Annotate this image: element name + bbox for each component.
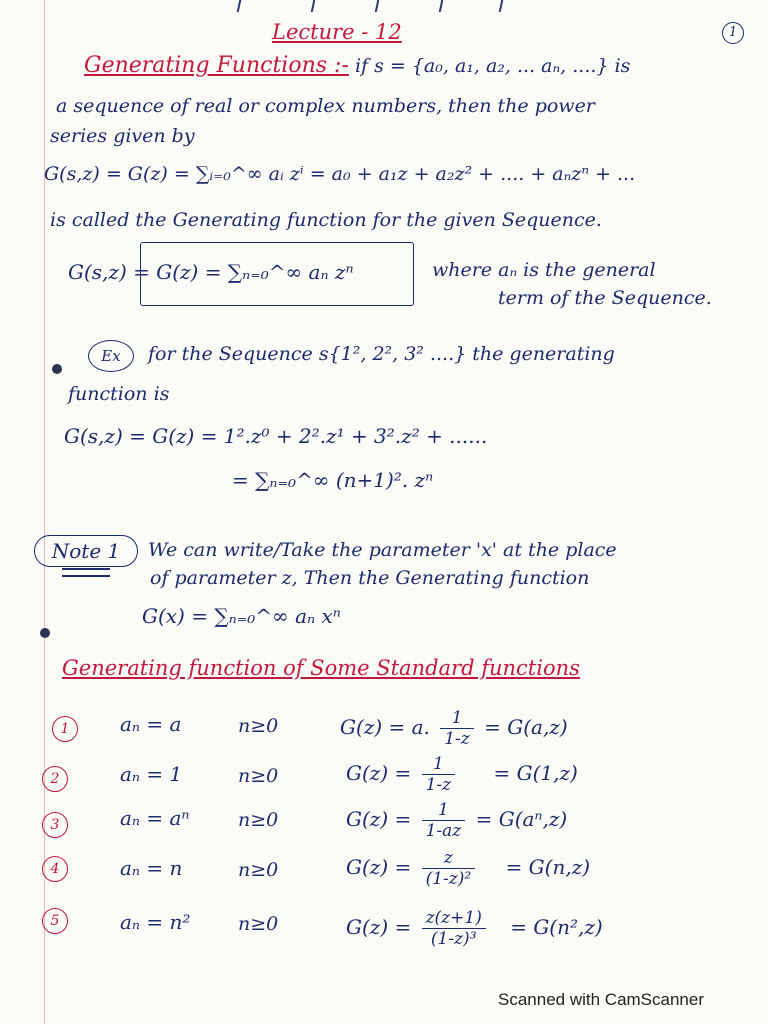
item-2-sequence: aₙ = 1 [120, 762, 183, 786]
binding-mark [311, 0, 316, 12]
general-term-line-2: term of the Sequence. [498, 287, 712, 309]
item-3-sequence: aₙ = aⁿ [120, 806, 190, 830]
intro-line-1 [84, 54, 630, 78]
item-5-fraction [422, 908, 486, 949]
item-5-generating [346, 908, 603, 949]
formula-box [140, 242, 414, 306]
item-4-condition: n≥0 [238, 859, 279, 881]
general-term-line-1: where aₙ is the general [432, 259, 656, 281]
example-line-1: for the Sequence s{1², 2², 3² ....} the generating [148, 343, 615, 365]
item-number-1: 1 [52, 716, 78, 742]
item-3-result: = G(aⁿ,z) [475, 807, 568, 831]
item-5-denominator: (1-z)³ [430, 929, 477, 949]
item-1-generating [340, 708, 568, 749]
standard-functions-heading: Generating function of Some Standard functions [62, 656, 580, 680]
bullet-dot [52, 364, 62, 374]
item-2-fraction [422, 754, 456, 795]
note-line-1: We can write/Take the parameter 'x' at the place [148, 539, 617, 561]
scanner-watermark: Scanned with CamScanner [498, 990, 705, 1009]
item-5-result: = G(n²,z) [510, 915, 603, 939]
item-1-denominator: 1-z [444, 729, 470, 749]
example-formula-2: = ∑ₙ₌₀^∞ (n+1)². zⁿ [232, 468, 434, 492]
item-4-numerator: z [422, 848, 476, 869]
item-5-numerator: z(z+1) [422, 908, 486, 929]
binding-mark [375, 0, 380, 12]
item-4-fraction [422, 848, 476, 889]
intro-line-2: a sequence of real or complex numbers, then the power [56, 95, 595, 117]
intro-sequence-def: if s = {a₀, a₁, a₂, ... aₙ, ....} is [354, 55, 631, 77]
item-number-5: 5 [42, 908, 68, 934]
item-number-3: 3 [42, 812, 68, 838]
intro-line-3: series given by [50, 125, 195, 147]
item-2-denominator: 1-z [425, 775, 452, 795]
item-1-lhs: G(z) = a. [340, 715, 430, 739]
bullet-dot [40, 628, 50, 638]
example-formula-1: G(s,z) = G(z) = 1².z⁰ + 2².z¹ + 3².z² + ...... [64, 424, 488, 448]
item-3-fraction [422, 800, 466, 841]
generating-functions-heading: Generating Functions :- [84, 53, 349, 78]
item-3-lhs: G(z) = [346, 807, 412, 831]
note-double-underline [62, 568, 110, 577]
item-4-lhs: G(z) = [346, 855, 412, 879]
item-1-sequence: aₙ = a [120, 712, 182, 736]
item-2-numerator: 1 [422, 754, 456, 775]
item-3-generating [346, 800, 567, 841]
page-number: 1 [722, 22, 744, 44]
item-3-denominator: 1-az [425, 821, 462, 841]
item-4-generating [346, 848, 590, 889]
item-1-result: = G(a,z) [484, 715, 568, 739]
binding-mark [237, 0, 242, 12]
item-5-lhs: G(z) = [346, 915, 412, 939]
boxed-generating-formula: G(s,z) = G(z) = ∑ₙ₌₀^∞ aₙ zⁿ [68, 260, 354, 284]
top-binding-marks [0, 0, 768, 14]
item-5-condition: n≥0 [238, 913, 279, 935]
binding-mark [439, 0, 444, 12]
item-2-result: = G(1,z) [493, 761, 578, 785]
item-4-denominator: (1-z)² [425, 869, 472, 889]
example-line-2: function is [68, 383, 170, 405]
intro-line-4: is called the Generating function for the given Sequence. [50, 209, 602, 231]
item-4-result: = G(n,z) [505, 855, 591, 879]
item-1-condition: n≥0 [238, 715, 279, 737]
item-3-numerator: 1 [422, 800, 466, 821]
item-5-sequence: aₙ = n² [120, 910, 191, 934]
binding-mark [499, 0, 504, 12]
item-3-condition: n≥0 [238, 809, 279, 831]
lecture-title: Lecture - 12 [272, 20, 402, 44]
item-2-lhs: G(z) = [346, 761, 412, 785]
note-formula: G(x) = ∑ₙ₌₀^∞ aₙ xⁿ [142, 604, 341, 628]
note-line-2: of parameter z, Then the Generating function [150, 567, 590, 589]
item-2-generating [346, 754, 578, 795]
item-number-4: 4 [42, 856, 68, 882]
item-number-2: 2 [42, 766, 68, 792]
example-label: Ex [88, 340, 134, 372]
item-1-fraction [440, 708, 474, 749]
item-1-numerator: 1 [440, 708, 474, 729]
item-4-sequence: aₙ = n [120, 856, 183, 880]
note-label: Note 1 [34, 535, 138, 567]
power-series-formula: G(s,z) = G(z) = ∑ᵢ₌₀^∞ aᵢ zⁱ = a₀ + a₁z + a₂z² + .... + aₙzⁿ + ... [44, 163, 636, 185]
item-2-condition: n≥0 [238, 765, 279, 787]
